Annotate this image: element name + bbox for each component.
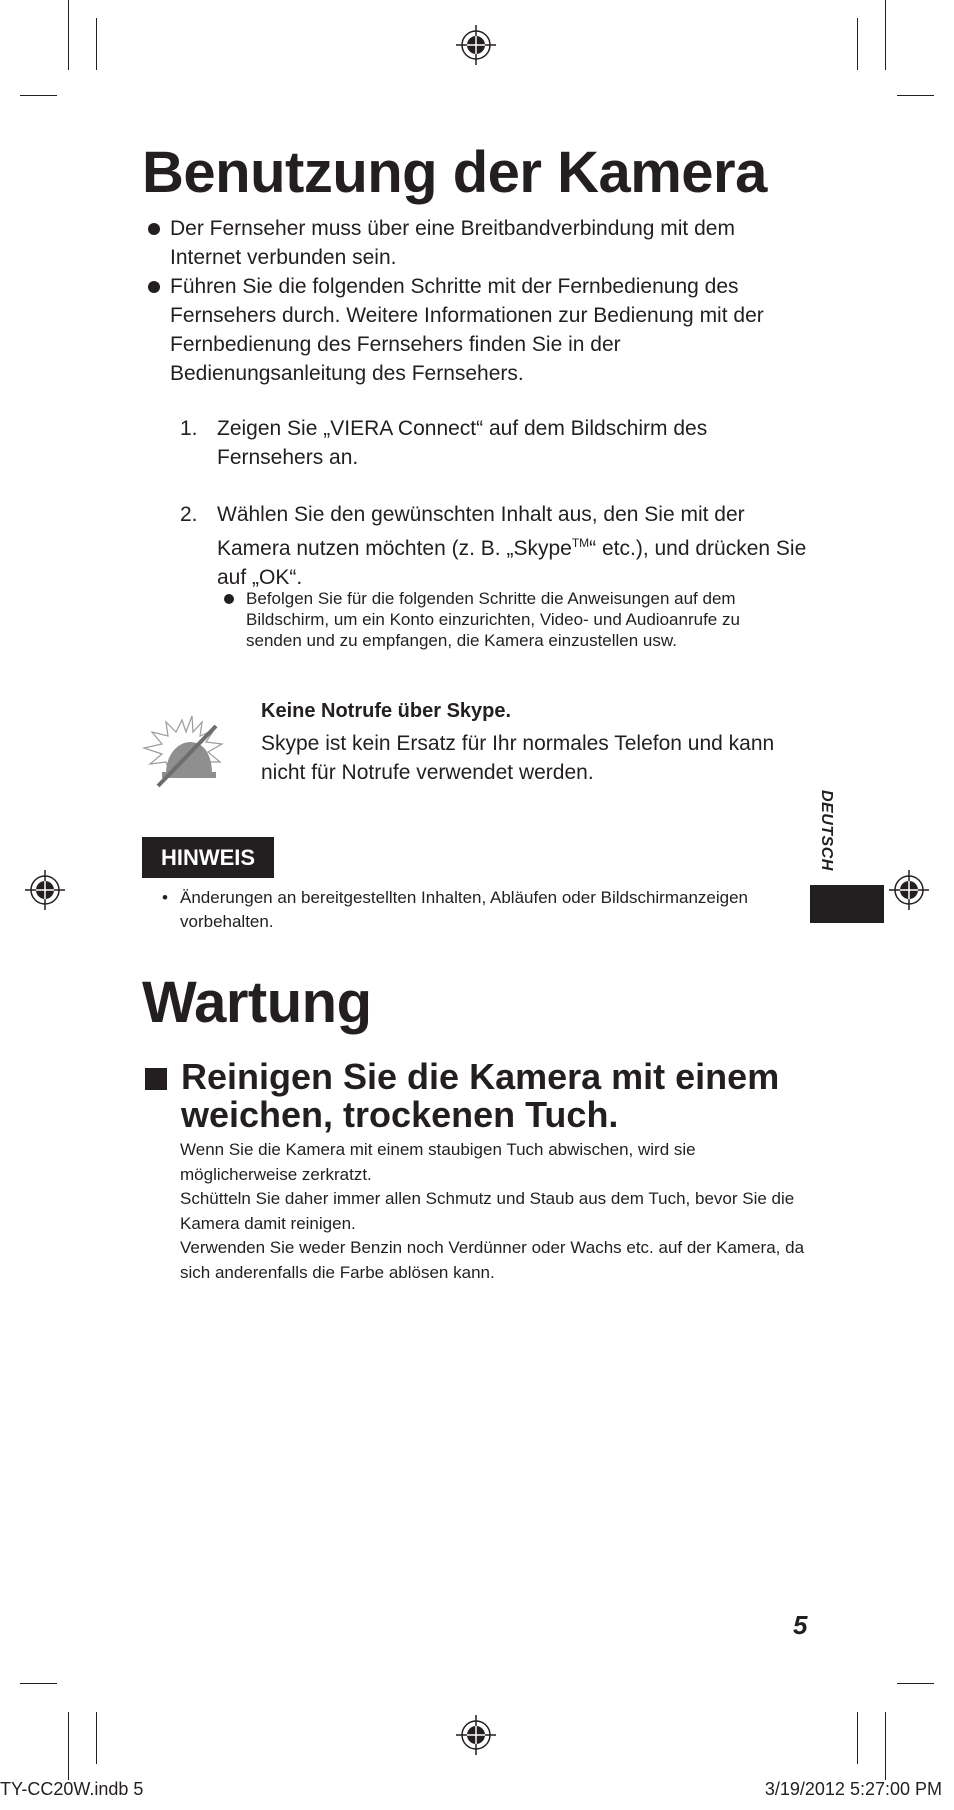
- no-emergency-call-icon: [140, 712, 235, 788]
- page-number: 5: [793, 1610, 808, 1640]
- crop-mark: [20, 1683, 57, 1684]
- footer-timestamp: 3/19/2012 5:27:00 PM: [764, 1779, 942, 1799]
- square-bullet-icon: [145, 1068, 167, 1090]
- crop-mark: [897, 95, 934, 96]
- crop-mark: [885, 0, 886, 70]
- crop-mark: [857, 1712, 858, 1764]
- hinweis-note: • Änderungen an bereitgestellten Inhalten, Abläufen oder Bildschirmanzeigen vorbehalten.: [162, 888, 749, 931]
- requirements-list: [146, 214, 796, 388]
- cleaning-instructions: [180, 1138, 810, 1285]
- crop-mark: [96, 18, 97, 70]
- crop-mark: [885, 1712, 886, 1780]
- bullet-icon: [148, 223, 160, 235]
- trademark-sup: TM: [571, 536, 590, 550]
- section-title-wartung: Wartung: [142, 970, 372, 1035]
- crop-mark: [68, 1712, 69, 1780]
- footer-file-info: TY-CC20W.indb 5: [0, 1779, 144, 1799]
- subheading-cleaning: Reinigen Sie die Kamera mit einem weichen, trockenen Tuch.: [145, 1058, 821, 1134]
- registration-mark-icon: [25, 870, 65, 910]
- hinweis-label: HINWEIS: [142, 837, 274, 878]
- registration-mark-icon: [456, 1715, 496, 1755]
- list-item: Der Fernseher muss über eine Breitbandverbindung mit dem Internet verbunden sein.: [146, 214, 796, 272]
- bullet-icon: [224, 594, 234, 604]
- warning-title: Keine Notrufe über Skype.: [261, 700, 512, 722]
- warning-body: Skype ist kein Ersatz für Ihr normales Telefon und kann nicht für Notrufe verwendet werden.: [261, 732, 775, 784]
- crop-mark: [68, 0, 69, 70]
- bullet-icon: [148, 281, 160, 293]
- paragraph: Schütteln Sie daher immer allen Schmutz und Staub aus dem Tuch, bevor Sie die Kamera damit reinigen.: [180, 1189, 795, 1233]
- paragraph: Wenn Sie die Kamera mit einem staubigen Tuch abwischen, wird sie möglicherweise zerkratzt.: [180, 1140, 696, 1184]
- bullet-icon: •: [162, 888, 168, 907]
- paragraph: Verwenden Sie weder Benzin noch Verdünner oder Wachs etc. auf der Kamera, da sich anderenfalls die Farbe ablösen kann.: [180, 1238, 805, 1282]
- language-tab-marker: [810, 885, 884, 923]
- crop-mark: [20, 95, 57, 96]
- language-tab-label: DEUTSCH: [818, 790, 835, 871]
- crop-mark: [897, 1683, 934, 1684]
- registration-mark-icon: [456, 25, 496, 65]
- crop-mark: [857, 18, 858, 70]
- step-2-sub-bullet: Befolgen Sie für die folgenden Schritte die Anweisungen auf dem Bildschirm, um ein Konto einzurichten, Video- und Audioanrufe zu senden und zu empfangen, die Kamera einzustellen usw.: [222, 588, 782, 651]
- crop-mark: [96, 1712, 97, 1764]
- section-title-benutzung: Benutzung der Kamera: [142, 140, 767, 205]
- registration-mark-icon: [889, 870, 929, 910]
- list-item: Führen Sie die folgenden Schritte mit der Fernbedienung des Fernsehers durch. Weitere Informationen zur Bedienung mit der Fernbedienung des Fernsehers finden Sie in der Bedienungsanleitung des Fernsehers.: [146, 272, 796, 388]
